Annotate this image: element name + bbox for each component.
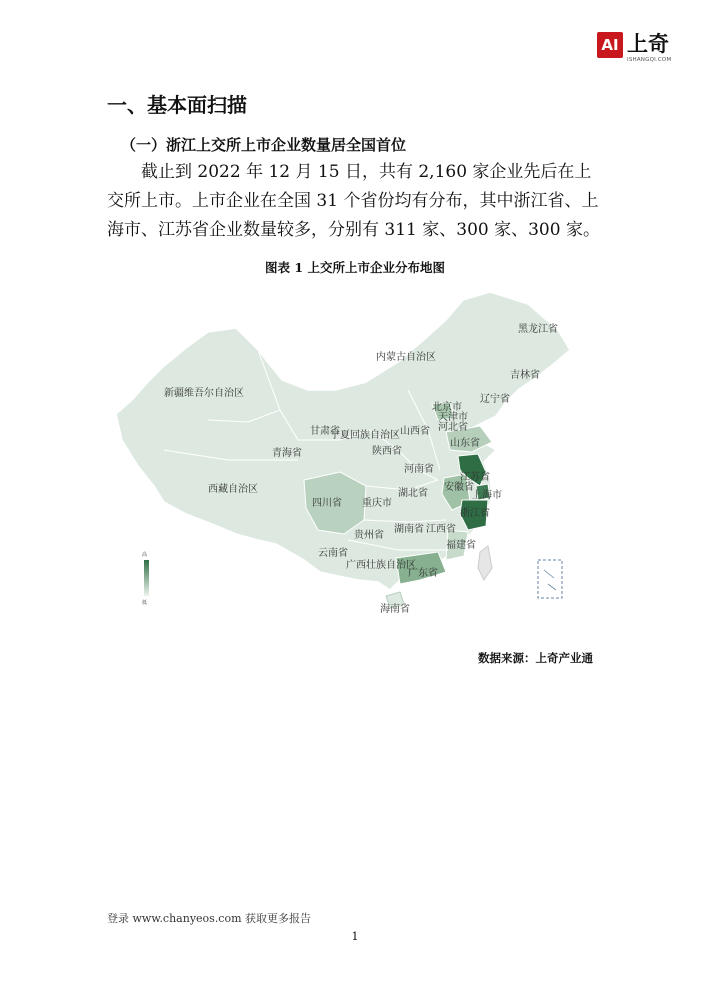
label-xinjiang: 新疆维吾尔自治区 — [164, 388, 244, 399]
label-guangxi: 广西壮族自治区 — [346, 560, 416, 571]
label-liaoning: 辽宁省 — [480, 394, 510, 405]
legend-high: 高 — [142, 552, 148, 558]
label-hubei: 湖北省 — [398, 488, 428, 499]
logo-name: 上奇 — [627, 32, 669, 56]
label-anhui: 安徽省 — [444, 482, 474, 493]
footer-link-text[interactable]: 登录 www.chanyeos.com 获取更多报告 — [107, 912, 312, 925]
region-taiwan-shape — [478, 546, 492, 580]
label-jiangxi: 江西省 — [426, 524, 456, 535]
data-source: 数据来源：上奇产业通 — [478, 651, 593, 665]
label-shaanxi: 陕西省 — [372, 446, 402, 457]
label-guizhou: 贵州省 — [354, 530, 384, 541]
label-shanxi: 山西省 — [400, 426, 430, 437]
figure-title: 图表 1 上交所上市企业分布地图 — [265, 260, 445, 275]
label-hainan: 海南省 — [380, 604, 410, 615]
label-tianjin: 天津市 — [438, 412, 468, 423]
map-country-shape — [116, 292, 570, 590]
label-shanghai: 上海市 — [472, 490, 502, 501]
logo-mark: AI — [597, 32, 623, 58]
label-beijing: 北京市 — [432, 402, 462, 413]
page-number: 1 — [351, 930, 359, 943]
label-jiangsu: 江苏省 — [460, 472, 490, 483]
label-hebei: 河北省 — [438, 422, 468, 433]
label-yunnan: 云南省 — [318, 548, 348, 559]
label-jilin: 吉林省 — [510, 370, 540, 381]
label-heilongjiang: 黑龙江省 — [518, 324, 558, 335]
body-paragraph — [107, 158, 603, 245]
label-chongqing: 重庆市 — [362, 498, 392, 509]
china-map — [108, 290, 600, 640]
brand-logo — [597, 30, 677, 70]
label-hunan: 湖南省 — [394, 524, 424, 535]
label-zhejiang: 浙江省 — [460, 508, 490, 519]
logo-url: ISHANGQI.COM — [627, 57, 672, 63]
label-fujian: 福建省 — [446, 540, 476, 551]
label-guangdong: 广东省 — [408, 568, 438, 579]
legend-low: 低 — [142, 600, 148, 606]
label-neimenggu: 内蒙古自治区 — [376, 352, 436, 363]
label-henan: 河南省 — [404, 464, 434, 475]
label-gansu: 甘肃省 — [310, 426, 340, 437]
label-qinghai: 青海省 — [272, 448, 302, 459]
label-sichuan: 四川省 — [312, 498, 342, 509]
south-sea-inset — [538, 560, 562, 598]
label-shandong: 山东省 — [450, 438, 480, 449]
legend-gradient — [144, 560, 149, 596]
label-xizang: 西藏自治区 — [208, 484, 258, 495]
section-heading: 一、基本面扫描 — [107, 93, 247, 117]
label-ningxia: 宁夏回族自治区 — [330, 430, 400, 441]
paragraph-text: 截止到 2022 年 12 月 15 日，共有 2,160 家企业先后在上交所上市。上市企业在全国 31 个省份均有分布，其中浙江省、上海市、江苏省企业数量较多，分别有 311 家、300 家、300 家。 — [107, 162, 600, 240]
subsection-heading: （一）浙江上交所上市企业数量居全国首位 — [121, 136, 407, 154]
